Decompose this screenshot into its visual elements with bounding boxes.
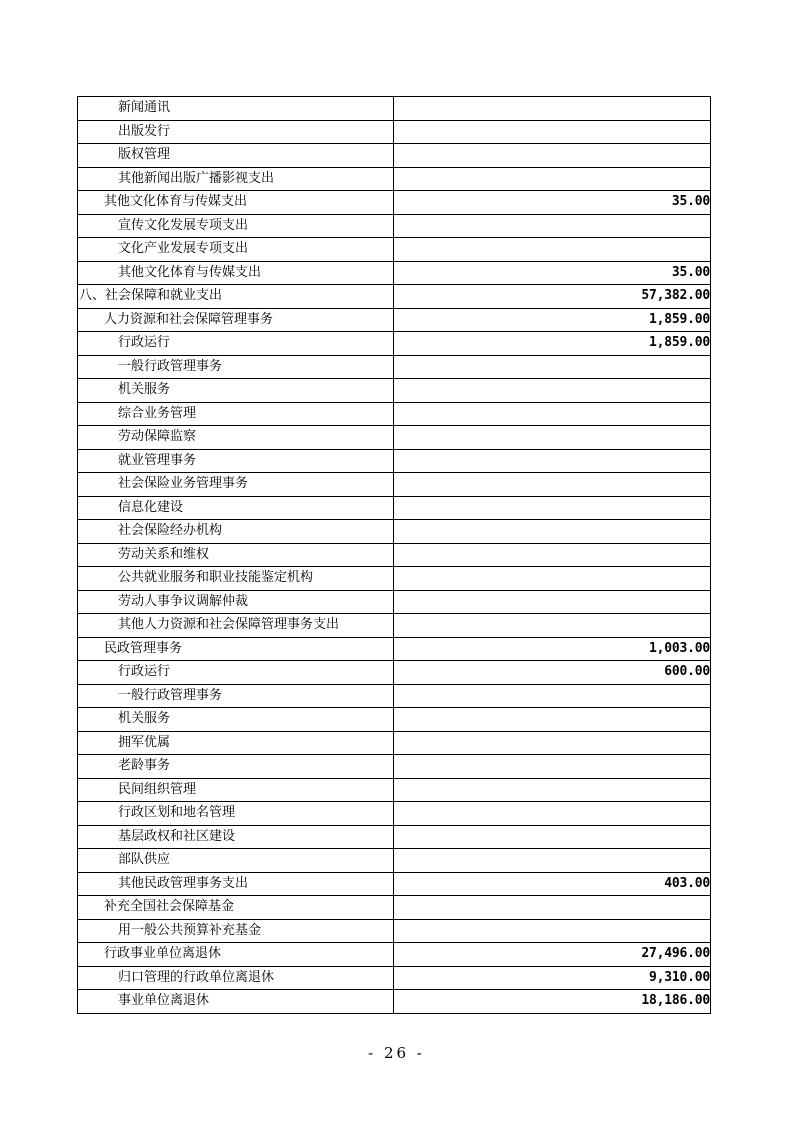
- table-row: [78, 332, 711, 356]
- amount-cell: [394, 825, 711, 849]
- table-row: [78, 379, 711, 403]
- item-name-cell: 民间组织管理: [78, 778, 394, 802]
- table-row: [78, 567, 711, 591]
- amount-cell: 1,003.00: [394, 637, 711, 661]
- amount-cell: 600.00: [394, 661, 711, 685]
- amount-cell: [394, 755, 711, 779]
- amount-cell: [394, 684, 711, 708]
- amount-cell: [394, 379, 711, 403]
- table-row: [78, 755, 711, 779]
- amount-cell: [394, 426, 711, 450]
- amount-cell: 27,496.00: [394, 943, 711, 967]
- item-name-cell: 其他文化体育与传媒支出: [78, 261, 394, 285]
- amount-cell: 9,310.00: [394, 966, 711, 990]
- budget-table-body: [78, 97, 711, 1014]
- item-name-cell: 社会保险业务管理事务: [78, 473, 394, 497]
- item-name-cell: 信息化建设: [78, 496, 394, 520]
- item-name-cell: 一般行政管理事务: [78, 684, 394, 708]
- item-name-cell: 劳动人事争议调解仲裁: [78, 590, 394, 614]
- amount-cell: [394, 238, 711, 262]
- amount-cell: [394, 708, 711, 732]
- table-row: [78, 238, 711, 262]
- budget-table: [77, 96, 711, 1014]
- page-number: - 26 -: [368, 1044, 425, 1062]
- table-row: [78, 590, 711, 614]
- item-name-cell: 公共就业服务和职业技能鉴定机构: [78, 567, 394, 591]
- item-name-cell: 其他人力资源和社会保障管理事务支出: [78, 614, 394, 638]
- item-name-cell: 社会保险经办机构: [78, 520, 394, 544]
- item-name-cell: 事业单位离退休: [78, 990, 394, 1014]
- item-name-cell: 机关服务: [78, 379, 394, 403]
- table-row: [78, 167, 711, 191]
- item-name-cell: 其他文化体育与传媒支出: [78, 191, 394, 215]
- amount-cell: [394, 849, 711, 873]
- table-row: [78, 402, 711, 426]
- item-name-cell: 部队供应: [78, 849, 394, 873]
- item-name-cell: 劳动保障监察: [78, 426, 394, 450]
- table-row: [78, 214, 711, 238]
- table-row: [78, 872, 711, 896]
- amount-cell: [394, 449, 711, 473]
- amount-cell: [394, 896, 711, 920]
- amount-cell: [394, 731, 711, 755]
- table-row: [78, 708, 711, 732]
- table-row: [78, 802, 711, 826]
- item-name-cell: 用一般公共预算补充基金: [78, 919, 394, 943]
- item-name-cell: 版权管理: [78, 144, 394, 168]
- table-row: [78, 261, 711, 285]
- item-name-cell: 行政事业单位离退休: [78, 943, 394, 967]
- item-name-cell: 人力资源和社会保障管理事务: [78, 308, 394, 332]
- table-row: [78, 825, 711, 849]
- item-name-cell: 民政管理事务: [78, 637, 394, 661]
- amount-cell: [394, 355, 711, 379]
- amount-cell: 1,859.00: [394, 332, 711, 356]
- amount-cell: [394, 214, 711, 238]
- amount-cell: [394, 473, 711, 497]
- item-name-cell: 出版发行: [78, 120, 394, 144]
- amount-cell: [394, 97, 711, 121]
- item-name-cell: 行政运行: [78, 661, 394, 685]
- table-row: [78, 144, 711, 168]
- table-row: [78, 637, 711, 661]
- amount-cell: [394, 567, 711, 591]
- item-name-cell: 就业管理事务: [78, 449, 394, 473]
- table-row: [78, 426, 711, 450]
- amount-cell: [394, 802, 711, 826]
- table-row: [78, 778, 711, 802]
- item-name-cell: 行政区划和地名管理: [78, 802, 394, 826]
- table-row: [78, 473, 711, 497]
- item-name-cell: 归口管理的行政单位离退休: [78, 966, 394, 990]
- amount-cell: 35.00: [394, 261, 711, 285]
- amount-cell: [394, 167, 711, 191]
- item-name-cell: 其他民政管理事务支出: [78, 872, 394, 896]
- table-row: [78, 97, 711, 121]
- table-row: [78, 355, 711, 379]
- item-name-cell: 新闻通讯: [78, 97, 394, 121]
- table-row: [78, 943, 711, 967]
- table-row: [78, 966, 711, 990]
- item-name-cell: 宣传文化发展专项支出: [78, 214, 394, 238]
- amount-cell: 57,382.00: [394, 285, 711, 309]
- item-name-cell: 机关服务: [78, 708, 394, 732]
- amount-cell: [394, 144, 711, 168]
- amount-cell: [394, 402, 711, 426]
- table-row: [78, 684, 711, 708]
- table-row: [78, 308, 711, 332]
- item-name-cell: 补充全国社会保障基金: [78, 896, 394, 920]
- amount-cell: 1,859.00: [394, 308, 711, 332]
- item-name-cell: 综合业务管理: [78, 402, 394, 426]
- table-row: [78, 919, 711, 943]
- amount-cell: [394, 778, 711, 802]
- amount-cell: [394, 496, 711, 520]
- table-row: [78, 191, 711, 215]
- amount-cell: 35.00: [394, 191, 711, 215]
- table-row: [78, 120, 711, 144]
- table-row: [78, 496, 711, 520]
- amount-cell: [394, 919, 711, 943]
- amount-cell: [394, 520, 711, 544]
- table-row: [78, 520, 711, 544]
- item-name-cell: 一般行政管理事务: [78, 355, 394, 379]
- table-row: [78, 449, 711, 473]
- table-row: [78, 731, 711, 755]
- table-row: [78, 849, 711, 873]
- item-name-cell: 文化产业发展专项支出: [78, 238, 394, 262]
- item-name-cell: 其他新闻出版广播影视支出: [78, 167, 394, 191]
- amount-cell: 18,186.00: [394, 990, 711, 1014]
- amount-cell: 403.00: [394, 872, 711, 896]
- table-row: [78, 543, 711, 567]
- item-name-cell: 基层政权和社区建设: [78, 825, 394, 849]
- amount-cell: [394, 614, 711, 638]
- table-row: [78, 896, 711, 920]
- item-name-cell: 劳动关系和维权: [78, 543, 394, 567]
- table-row: [78, 990, 711, 1014]
- item-name-cell: 拥军优属: [78, 731, 394, 755]
- amount-cell: [394, 543, 711, 567]
- item-name-cell: 行政运行: [78, 332, 394, 356]
- item-name-cell: 八、社会保障和就业支出: [78, 285, 394, 309]
- table-row: [78, 661, 711, 685]
- amount-cell: [394, 590, 711, 614]
- amount-cell: [394, 120, 711, 144]
- table-row: [78, 614, 711, 638]
- item-name-cell: 老龄事务: [78, 755, 394, 779]
- table-row: [78, 285, 711, 309]
